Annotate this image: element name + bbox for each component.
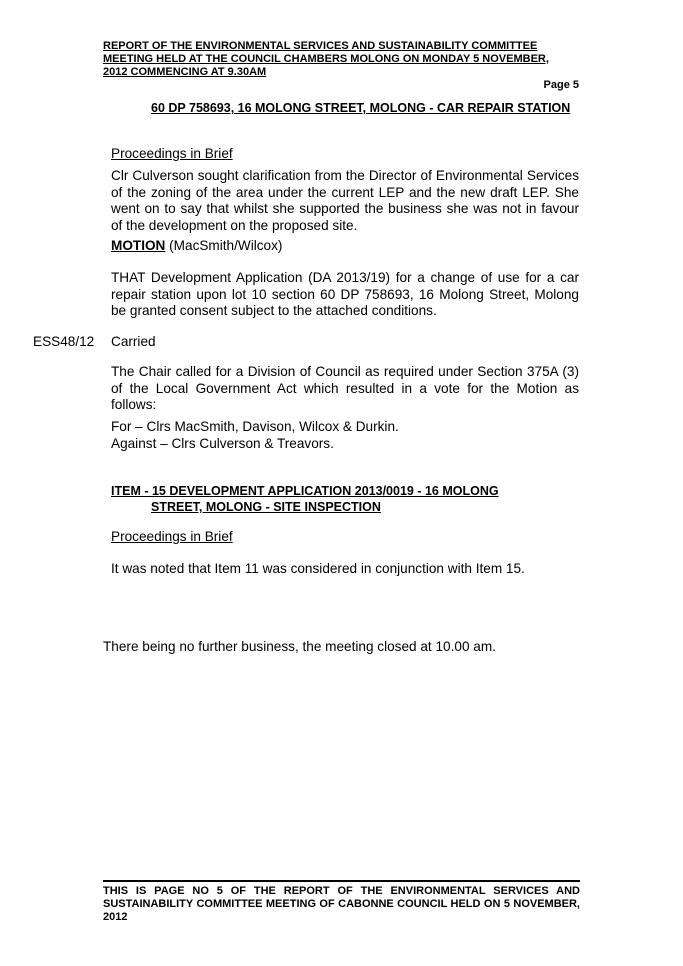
vote-for: For – Clrs MacSmith, Davison, Wilcox & Durkin. bbox=[111, 419, 399, 434]
resolution-result: Carried bbox=[111, 334, 156, 349]
proceedings-heading: Proceedings in Brief bbox=[111, 146, 233, 161]
motion-movers: (MacSmith/Wilcox) bbox=[165, 238, 283, 253]
motion-label: MOTION bbox=[111, 238, 166, 253]
vote-against: Against – Clrs Culverson & Treavors. bbox=[111, 436, 334, 451]
proceedings-text: Clr Culverson sought clarification from the Director of Environmental Services of the zoning of the area under the current LEP and the new draft LEP. She went on to say that whilst she supported the business she was not in favour of the development on the proposed site. bbox=[111, 168, 579, 233]
report-header bbox=[103, 40, 580, 79]
header-line-1: REPORT OF THE ENVIRONMENTAL SERVICES AND SUSTAINABILITY COMMITTEE bbox=[103, 40, 538, 52]
proceedings-heading-2: Proceedings in Brief bbox=[111, 529, 233, 544]
section-title: 60 DP 758693, 16 MOLONG STREET, MOLONG - CAR REPAIR STATION bbox=[151, 101, 571, 115]
resolution-number: ESS48/12 bbox=[33, 334, 95, 349]
proceedings-text-2: It was noted that Item 11 was considered in conjunction with Item 15. bbox=[111, 561, 525, 576]
item-15-title-line-2: STREET, MOLONG - SITE INSPECTION bbox=[151, 500, 381, 514]
page-footer: THIS IS PAGE NO 5 OF THE REPORT OF THE ENVIRONMENTAL SERVICES AND SUSTAINABILITY COMMITTEE MEETING OF CABONNE COUNCIL HELD ON 5 NOVEMBER, 2012 bbox=[103, 885, 580, 923]
closing-statement: There being no further business, the meeting closed at 10.00 am. bbox=[103, 639, 496, 654]
header-line-2: MEETING HELD AT THE COUNCIL CHAMBERS MOLONG ON MONDAY 5 NOVEMBER, bbox=[103, 53, 549, 65]
footer-divider bbox=[103, 880, 580, 882]
item-15-title bbox=[111, 483, 579, 515]
motion-text: THAT Development Application (DA 2013/19) for a change of use for a car repair station upon lot 10 section 60 DP 758693, 16 Molong Street, Molong be granted consent subject to the attached conditions. bbox=[111, 270, 579, 318]
item-15-title-line-1: ITEM - 15 DEVELOPMENT APPLICATION 2013/0019 - 16 MOLONG bbox=[111, 484, 499, 498]
header-line-3: 2012 COMMENCING AT 9.30AM bbox=[103, 66, 267, 78]
motion-line bbox=[111, 238, 579, 255]
page-number: Page 5 bbox=[543, 79, 579, 91]
division-text: The Chair called for a Division of Council as required under Section 375A (3) of the Local Government Act which resulted in a vote for the Motion as follows: bbox=[111, 364, 579, 412]
